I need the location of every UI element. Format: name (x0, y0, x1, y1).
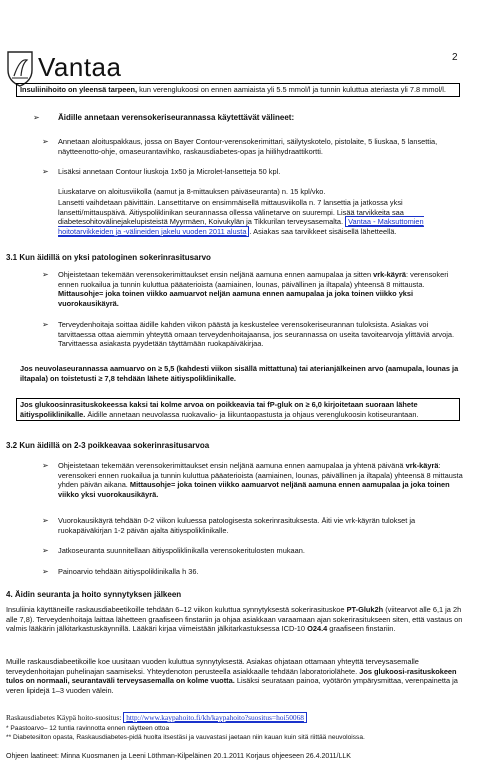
s31-b1-bold2: Mittausohje= joka toinen viikko aamuarvot neljän aamuna ennen aamupalaa ja joka toinen viikko yksi vuorokausikäyrä. (58, 289, 414, 308)
tools-lancet-info (58, 198, 466, 236)
s32-weight-estimate: Painoarvio tehdään äitiyspoliklinikalla h 36. (58, 567, 199, 576)
arrow-bullet-icon: ➢ (42, 167, 49, 176)
s4-p2-bold: Jos glukoosi-rasituskokeen tulos on normaali, seurantaväli terveysasemalla on kolme vuotta. (6, 666, 457, 685)
footnote-fasting: * Paastoarvo– 12 tuntia ravinnotta ennen näytteen ottoa (6, 725, 170, 732)
s4-other-patients (6, 657, 468, 695)
arrow-bullet-icon: ➢ (33, 113, 40, 122)
reference-label: Raskausdiabetes Käypä hoito-suositus: (6, 713, 122, 722)
brand-title: Vantaa (38, 52, 122, 82)
s31-measurement-instructions (58, 270, 463, 308)
insulin-intro-box (16, 83, 460, 97)
section-4-heading: 4. Äidin seuranta ja hoito synnytyksen jälkeen (6, 590, 182, 599)
arrow-bullet-icon: ➢ (42, 137, 49, 146)
tools-item-strips: Lisäksi annetaan Contour liuskoja 1x50 ja Microlet-lansetteja 50 kpl. (58, 167, 281, 176)
s31-b1-bold: vrk-käyrä (373, 270, 407, 279)
arrow-bullet-icon: ➢ (42, 270, 49, 279)
s4-insulin-users (6, 605, 468, 634)
s4-p1-bold: PT-Gluk2h (346, 605, 384, 614)
s32-daily-curve: Vuorokausikäyrä tehdään 0-2 viikon kuluessa patologisesta sokerinrasituksesta. Äiti vie vrk-käyrän tulokset ja ruokapäiväkirjan 1-2 päivän ajalta äitiyspoliklinikalle. (58, 516, 416, 535)
tools-item-starter-kit: Annetaan aloituspakkaus, jossa on Bayer Contour-verensokerimittari, säilytyskotelo, pistolaite, 5 liuskaa, 5 lansettia, näytteenotto-ohje, omaseurantavihko, raskausdiabetes-opas ja hiilihydraattikortti. (58, 137, 438, 156)
arrow-bullet-icon: ➢ (42, 516, 49, 525)
s4-p2-tail: Lisäksi seurataan painoa, vyötärön ympärysmittaa, verenpainetta ja veren lipidejä 1–3 vuoden välein. (6, 676, 458, 695)
vantaa-crest-icon (5, 48, 35, 88)
authors-credits: Ohjeen laatineet: Minna Kuosmanen ja Leeni Löthman-Kilpeläinen 20.1.2011 Korjaus ohjeeseen 26.4.2011/LLK (6, 753, 351, 760)
s31-box-text: Äidille annetaan neuvolassa ruokavalio- ja liikuntaopastusta ja ohjaus verenglukoosin kotiseurantaan. (85, 409, 419, 419)
tools-lancet-tail: . Asiakas saa tarvikkeet sisäisellä lähetteellä. (249, 226, 397, 236)
section-3-1-heading: 3.1 Kun äidillä on yksi patologinen sokerinrasitusarvo (6, 253, 211, 262)
s4-p2-text: Muille raskausdiabeetikoille koe uusitaan vuoden kuluttua synnytyksestä. Asiakas ohjataan ottamaan yhteyttä terveysasemalle terveydenhoitajan puhelinajan saamiseksi. Yhteydenoton perusteella asiakkaalle tehdään laboratoriolähete. (6, 657, 419, 676)
s32-measurement-instructions (58, 461, 466, 499)
s4-p1-tail: graafiseen finstariin. (327, 624, 396, 633)
distribution-link[interactable]: Vantaa - Maksuttomien hoitotarvikkeiden ja -välineiden jakelu vuoden 2011 alusta (58, 217, 424, 236)
page-number: 2 (452, 52, 458, 63)
arrow-bullet-icon: ➢ (42, 320, 49, 329)
section-3-2-heading: 3.2 Kun äidillä on 2-3 poikkeavaa sokerinrasitusarvoa (6, 441, 210, 450)
arrow-bullet-icon: ➢ (42, 546, 49, 555)
s31-b1-text: Ohjeistetaan tekemään verensokerimittaukset ensin neljänä aamuna ennen aamupalaa ja sitten (58, 270, 374, 279)
tools-strip-need: Liuskatarve on aloitusviikolla (aamut ja 8-mittauksen päiväseuranta) n. 15 kpl/vko. (58, 187, 326, 196)
s31-box-bold: Jos glukoosinrasituskokeessa kaksi tai kolme arvoa on poikkeavia tai fP-gluk on ≥ 6,0 kirjoitetaan suoraan lähete äitiyspoliklinikalle. (20, 400, 418, 419)
s4-p1-text: Insuliinia käyttäneille raskausdiabeetikoille tehdään 6–12 viikon kuluttua synnytyksestä sokerirasituskoe (6, 605, 347, 614)
s4-p1-code: O24.4 (307, 624, 328, 633)
arrow-bullet-icon: ➢ (42, 461, 49, 470)
s32-followup-planning: Jatkoseuranta suunnitellaan äitiyspoliklinikalla verensokeritulosten mukaan. (58, 546, 305, 555)
tools-lancet-text: Lansetti vaihdetaan päivittäin. Lansettitarve on ensimmäisellä mittausviikolla n. 7 lansettia ja jatkossa yksi lansetti/mittauspäivä. Äitiyspoliklinikan seurannassa ollessa välinetarve on suurempi. Lisää tarvikkeita saa diabetesohitovälinejakelupisteistä Myyrmäen, Koivukylän ja Tikkurilan terveysasemalta. (58, 198, 404, 226)
s31-glucose-box (16, 398, 460, 421)
s32-b1-bold: vrk-käyrä (405, 461, 439, 470)
footnote-guide: ** Diabetesilton opasta, Raskausdiabetes-pidä huolta itsestäsi ja vauvastasi jaetaan niin kauan kuin sitä riittää neuvoloissa. (6, 734, 365, 741)
kaypahoito-link[interactable]: http://www.kaypahoito.fi/kh/kaypahoito?suositus=hoi50068 (123, 712, 307, 723)
s31-b1-mid: : verensokeri ennen ruokailua ja tunnin kuluttua pääaterioista (aamiainen, lounas, päivällinen ja iltapala) yhteensä 8 mittausta. (58, 270, 449, 289)
s31-nurse-followup: Terveydenhoitaja soittaa äidille kahden viikon päästä ja keskustelee verensokeriseurannan tuloksista. Asiakas voi tarvittaessa ottaa aiemmin yhteyttä omaan terveydenhoitajaansa, jos seurannassa on useita tavoitearvoja ylittäviä arvoja. Tarvittaessa asiakasta pyydetään täyttämään ruokapäiväkirjaa. (58, 320, 455, 348)
arrow-bullet-icon: ➢ (42, 567, 49, 576)
s32-b1-bold2: Mittausohje= joka toinen viikko aamuarvot neljänä aamuna ennen aamupalaa ja joka toinen viikko yksi vuorokausikäyrä. (58, 480, 450, 499)
s32-b1-mid: : verensokeri ennen ruokailua ja tunnin kuluttua pääaterioista (aamiainen, lounas, päivällinen ja iltapala) yhteensä 8 mittausta yhden päivän aikana. (58, 461, 463, 489)
s31-bold-para: Jos neuvolaseurannassa aamuarvo on ≥ 5,5 (kahdesti viikon sisällä mittattuna) tai aterianjälkeinen arvo (aamupala, lounas ja iltapala) on toistetusti ≥ 7,8 tehdään lähete äitiyspoliklinikalle. (20, 364, 459, 383)
intro-text: kun verenglukoosi on ennen aamiaista yli 5.5 mmol/l ja tunnin kuluttua ateriasta yli 7.8 mmol/l. (137, 85, 446, 94)
intro-bold: Insuliinihoito on yleensä tarpeen, (20, 85, 138, 94)
tools-heading: Äidille annetaan verensokeriseurannassa käytettävät välineet: (58, 113, 295, 122)
s4-p1-mid: (viitearvot alle 6,1 ja 2h alle 7,8). Terveydenhoitaja laittaa lähetteen graafiseen finstariin ja ohjaa asiakkaan varaamaan ajan sokerirasitukseen siten, että vastaus on valmis lääkärin jälkitarkastuskäynnillä. Lääkäri kirjaa viimeistään jälkitarkastuksessa ICD-10 (6, 605, 463, 633)
care-guideline-reference (6, 713, 476, 723)
s31-referral-criteria (20, 364, 460, 383)
s32-b1-text: Ohjeistetaan tekemään verensokerimittaukset ensin neljänä aamuna ennen aamupalaa ja yhtenä päivänä (58, 461, 406, 470)
